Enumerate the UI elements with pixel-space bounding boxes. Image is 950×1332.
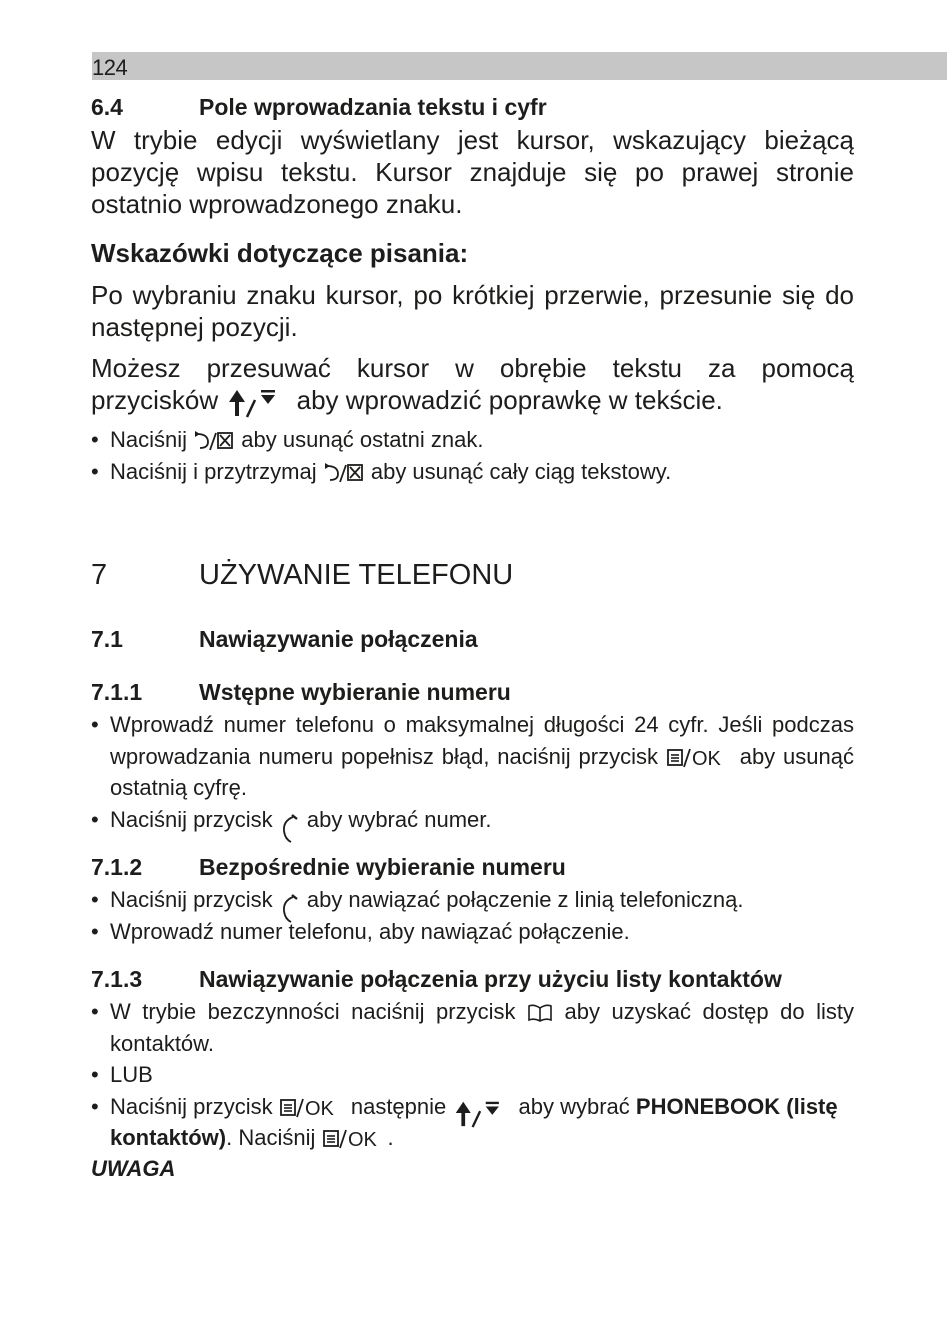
writing-tips-heading: Wskazówki dotyczące pisania: <box>91 238 469 268</box>
text: Naciśnij i przytrzymaj <box>110 458 317 484</box>
text: aby uzyskać dostęp do listy kontaktów. <box>110 999 854 1056</box>
text: aby usunąć ostatni znak. <box>241 427 484 453</box>
text: przycisków <box>91 385 219 415</box>
text: aby usunąć ostatnią cyfrę. <box>110 743 854 801</box>
text: Naciśnij przycisk <box>110 806 273 832</box>
paragraph-cursor: W trybie edycji wyświetlany jest kursor, wskazujący bieżącą pozycję wpisu tekstu. Kursor znajduje się po prawej stronie ostatnio wprowadzonego znaku. <box>91 125 854 219</box>
text: Naciśnij przycisk <box>110 887 273 913</box>
ok-label: OK <box>691 747 721 769</box>
list-item <box>91 424 854 456</box>
bullet: • <box>91 887 99 913</box>
list-item <box>91 1059 854 1091</box>
section-number: 7.1.2 <box>91 854 143 881</box>
text: aby wprowadzić poprawkę w tekście. <box>296 385 723 415</box>
list-item <box>91 804 854 836</box>
section-title: Wstępne wybieranie numeru <box>199 679 511 706</box>
bullet: • <box>91 918 99 944</box>
chapter-title: UŻYWANIE TELEFONU <box>199 559 514 592</box>
section-number: 6.4 <box>91 94 123 120</box>
text: aby wybrać <box>518 1093 630 1119</box>
ok-label: OK <box>304 1097 334 1119</box>
menu-ok-icon <box>322 1128 388 1150</box>
paragraph-cursor-move: Po wybraniu znaku kursor, po krótkiej przerwie, przesunie się do następnej pozycji. <box>91 280 854 342</box>
bullet: • <box>91 712 99 738</box>
section-title: Nawiązywanie połączenia przy użyciu listy kontaktów <box>199 966 782 993</box>
list-item <box>91 996 854 1059</box>
list-item <box>91 709 854 804</box>
bullet: • <box>91 427 99 453</box>
up-down-arrows-icon <box>452 1097 512 1119</box>
bullet: • <box>91 1062 99 1088</box>
page-number: 124 <box>92 55 128 80</box>
list-item <box>91 884 854 916</box>
section-title: Nawiązywanie połączenia <box>199 626 478 653</box>
bullet: • <box>91 806 99 832</box>
text: . Naciśnij <box>226 1125 316 1151</box>
text: LUB <box>110 1062 153 1088</box>
text: Naciśnij przycisk <box>110 1093 273 1119</box>
list-item <box>91 916 854 948</box>
text: aby usunąć cały ciąg tekstowy. <box>370 458 672 484</box>
text: W trybie bezczynności naciśnij przycisk <box>110 999 516 1025</box>
up-down-arrows-icon <box>225 386 289 418</box>
section-7-1-2-heading <box>91 850 854 884</box>
back-delete-icon <box>323 462 365 484</box>
back-delete-icon <box>193 430 235 452</box>
list-item <box>91 456 854 488</box>
text: . <box>387 1125 394 1151</box>
text: następnie <box>350 1093 447 1119</box>
call-handset-icon <box>279 811 301 831</box>
section-7-1-3-heading <box>91 962 854 996</box>
phonebook-keyword: PHONEBOOK (listę kontaktów) <box>110 1093 838 1151</box>
paragraph-move-line1: Możesz przesuwać kursor w obrębie tekstu za pomocą <box>91 353 854 383</box>
section-7-1-1-heading <box>91 675 854 709</box>
text: Wprowadź numer telefonu, aby nawiązać połączenie. <box>110 918 630 944</box>
list-item <box>91 1091 854 1154</box>
bullet: • <box>91 1093 99 1119</box>
ok-label: OK <box>347 1129 377 1151</box>
text: aby nawiązać połączenie z linią telefoniczną. <box>306 887 744 913</box>
page-header-bar <box>92 52 947 80</box>
text: aby wybrać numer. <box>306 806 492 832</box>
section-7-1-heading <box>91 622 854 656</box>
menu-ok-icon <box>666 747 732 769</box>
chapter-7-heading <box>91 559 854 592</box>
menu-ok-icon <box>279 1097 345 1119</box>
phonebook-icon <box>527 1002 553 1024</box>
paragraph-move-line2 <box>91 384 854 418</box>
bullet: • <box>91 999 99 1025</box>
section-6-4-heading <box>91 90 854 124</box>
section-title: Bezpośrednie wybieranie numeru <box>199 854 566 881</box>
call-handset-icon <box>279 891 301 911</box>
page-content <box>91 90 854 1184</box>
section-number: 7.1.1 <box>91 679 143 706</box>
bullet: • <box>91 458 99 484</box>
section-number: 7.1.3 <box>91 966 143 993</box>
text: Naciśnij <box>110 427 188 453</box>
section-title: Pole wprowadzania tekstu i cyfr <box>199 94 547 120</box>
chapter-number: 7 <box>91 559 108 592</box>
section-number: 7.1 <box>91 626 123 653</box>
note-label: UWAGA <box>91 1155 176 1181</box>
text: Wprowadź numer telefonu o maksymalnej długości 24 cyfr. Jeśli podczas wprowadzania numeru popełnisz błąd, naciśnij przycisk <box>110 712 854 769</box>
